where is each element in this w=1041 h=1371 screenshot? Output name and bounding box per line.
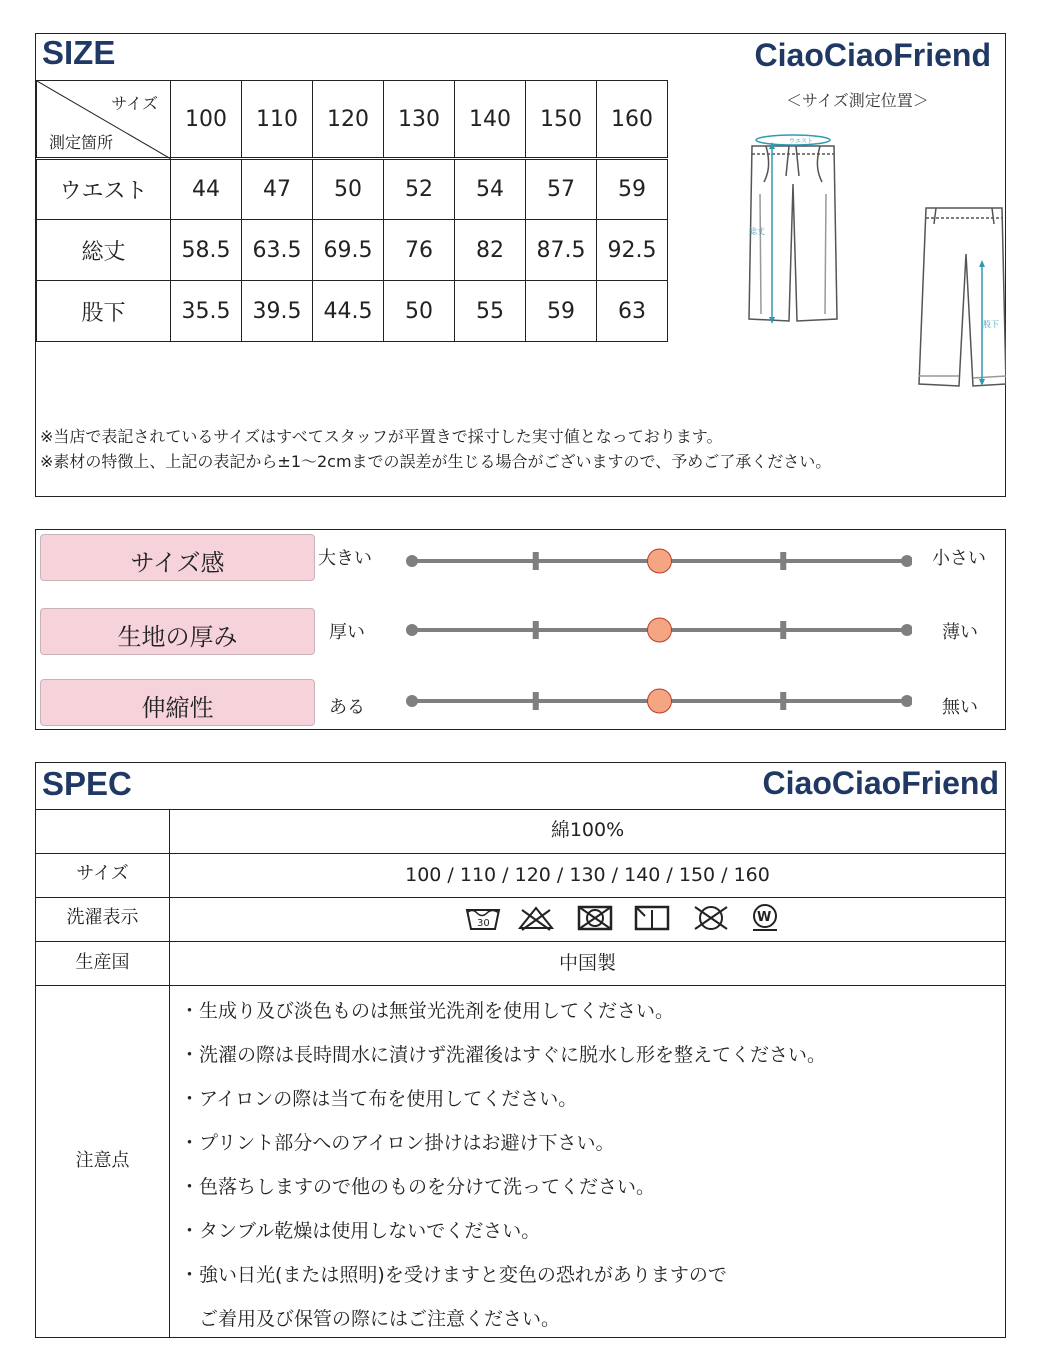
feel-left-text: 厚い (329, 622, 365, 643)
slider-tick (533, 552, 539, 570)
table-cell: 57 (526, 159, 597, 220)
table-cell: 82 (455, 220, 526, 281)
table-row-length (37, 220, 668, 281)
caution-item: ・生成り及び淡色ものは無蛍光洗剤を使用してください。 (180, 1000, 675, 1022)
table-cell: 44.5 (313, 281, 384, 342)
table-cell: 87.5 (526, 220, 597, 281)
feel-label-size: サイズ感 (40, 534, 315, 581)
table-cell: 63.5 (242, 220, 313, 281)
table-row-inseam (37, 281, 668, 342)
size-note: ※素材の特徴上、上記の表記から±1〜2cmまでの誤差が生じる場合がございますので、予めご了承ください。 (40, 452, 832, 471)
inseam-label: 股下 (983, 320, 999, 329)
caution-item: ・タンブル乾燥は使用しないでください。 (180, 1220, 541, 1242)
size-value: 100 / 110 / 120 / 130 / 140 / 150 / 160 (405, 864, 770, 886)
feel-left-text: 大きい (318, 548, 372, 569)
material-value: 綿100% (550, 819, 625, 841)
brand-name: CiaoCiaoFriend (754, 37, 991, 73)
slider-tick (533, 621, 539, 639)
feel-slider (402, 546, 912, 576)
brand-name: CiaoCiaoFriend (762, 765, 999, 801)
feel-panel (35, 529, 1006, 730)
row-label: 総丈 (37, 220, 171, 281)
spec-key: 洗濯表示 (36, 898, 170, 941)
table-cell: 59 (526, 281, 597, 342)
spec-row-material (36, 809, 1005, 853)
slider-end-dot (901, 624, 912, 636)
feel-label-stretch: 伸縮性 (40, 679, 315, 726)
table-cell: 54 (455, 159, 526, 220)
header-size-label: サイズ (111, 94, 158, 113)
size-column-header: 110 (242, 81, 313, 159)
pants-measurement-figure (716, 124, 1006, 424)
table-cell: 35.5 (171, 281, 242, 342)
spec-key: サイズ (36, 854, 170, 897)
table-cell: 55 (455, 281, 526, 342)
slider-end-dot (901, 695, 912, 707)
length-label: 総丈 (749, 227, 765, 236)
size-column-header: 140 (455, 81, 526, 159)
slider-track (402, 615, 912, 645)
slider-track (402, 546, 912, 576)
size-table-corner-cell (37, 81, 171, 159)
feel-slider (402, 686, 912, 716)
slider-end-dot (406, 555, 418, 567)
table-cell: 92.5 (597, 220, 668, 281)
spec-row-size (36, 853, 1005, 897)
table-cell: 47 (242, 159, 313, 220)
wet-clean-icon (748, 904, 782, 937)
wet-clean-text: W (757, 910, 772, 925)
caution-item: ご着用及び保管の際にはご注意ください。 (180, 1308, 561, 1330)
slider-marker (648, 549, 672, 573)
caution-item: ・プリント部分へのアイロン掛けはお避け下さい。 (180, 1132, 615, 1154)
line-dry-shade-icon (633, 904, 671, 937)
wash-30-text: 30 (477, 918, 490, 929)
table-row-waist (37, 159, 668, 220)
table-cell: 76 (384, 220, 455, 281)
feel-right-text: 薄い (942, 622, 978, 643)
spec-key: 生産国 (36, 942, 170, 985)
row-label: 股下 (37, 281, 171, 342)
spec-panel (35, 762, 1006, 1338)
size-column-header: 130 (384, 81, 455, 159)
slider-tick (780, 552, 786, 570)
feel-slider (402, 615, 912, 645)
size-table-header-row (37, 81, 668, 159)
size-column-header: 120 (313, 81, 384, 159)
measure-position-caption: ＜サイズ測定位置＞ (786, 91, 929, 110)
table-cell: 52 (384, 159, 455, 220)
feel-right-text: 無い (942, 697, 978, 718)
spec-key (36, 810, 170, 853)
spec-row-wash (36, 897, 1005, 941)
slider-end-dot (406, 695, 418, 707)
size-note: ※当店で表記されているサイズはすべてスタッフが平置きで採寸した実寸値となっております。 (40, 427, 723, 446)
slider-marker (648, 689, 672, 713)
table-cell: 44 (171, 159, 242, 220)
size-column-header: 160 (597, 81, 668, 159)
table-cell: 69.5 (313, 220, 384, 281)
spec-row-caution (36, 985, 1005, 1338)
spec-key: 注意点 (36, 986, 170, 1338)
size-section-title: SIZE (42, 34, 116, 71)
table-cell: 50 (313, 159, 384, 220)
slider-tick (780, 692, 786, 710)
feel-left-text: ある (329, 697, 365, 718)
table-cell: 39.5 (242, 281, 313, 342)
size-panel (35, 33, 1006, 497)
row-label: ウエスト (37, 159, 171, 220)
table-cell: 59 (597, 159, 668, 220)
header-part-label: 測定箇所 (49, 133, 114, 152)
spec-section-title: SPEC (42, 765, 132, 802)
table-cell: 58.5 (171, 220, 242, 281)
table-cell: 50 (384, 281, 455, 342)
wash-30-icon (465, 904, 501, 937)
no-dry-clean-icon (690, 904, 732, 937)
table-cell: 63 (597, 281, 668, 342)
slider-end-dot (406, 624, 418, 636)
feel-label-thickness: 生地の厚み (40, 608, 315, 655)
no-tumble-dry-icon (575, 904, 615, 937)
origin-value: 中国製 (558, 952, 616, 974)
slider-track (402, 686, 912, 716)
feel-right-text: 小さい (932, 548, 986, 569)
back-pants-drawing (919, 208, 1006, 386)
size-table (36, 80, 668, 342)
wash-symbols (170, 898, 1005, 941)
size-column-header: 150 (526, 81, 597, 159)
spec-row-origin (36, 941, 1005, 985)
slider-marker (648, 618, 672, 642)
slider-tick (533, 692, 539, 710)
caution-list (170, 986, 1005, 1338)
no-bleach-icon (516, 904, 556, 937)
caution-item: ・洗濯の際は長時間水に漬けず洗濯後はすぐに脱水し形を整えてください。 (180, 1044, 827, 1066)
slider-tick (780, 621, 786, 639)
size-column-header: 100 (171, 81, 242, 159)
waist-label: ウエスト (789, 138, 814, 145)
caution-item: ・色落ちしますので他のものを分けて洗ってください。 (180, 1176, 656, 1198)
caution-item: ・アイロンの際は当て布を使用してください。 (180, 1088, 578, 1110)
slider-end-dot (901, 555, 912, 567)
caution-item: ・強い日光(または照明)を受けますと変色の恐れがありますので (180, 1264, 727, 1286)
